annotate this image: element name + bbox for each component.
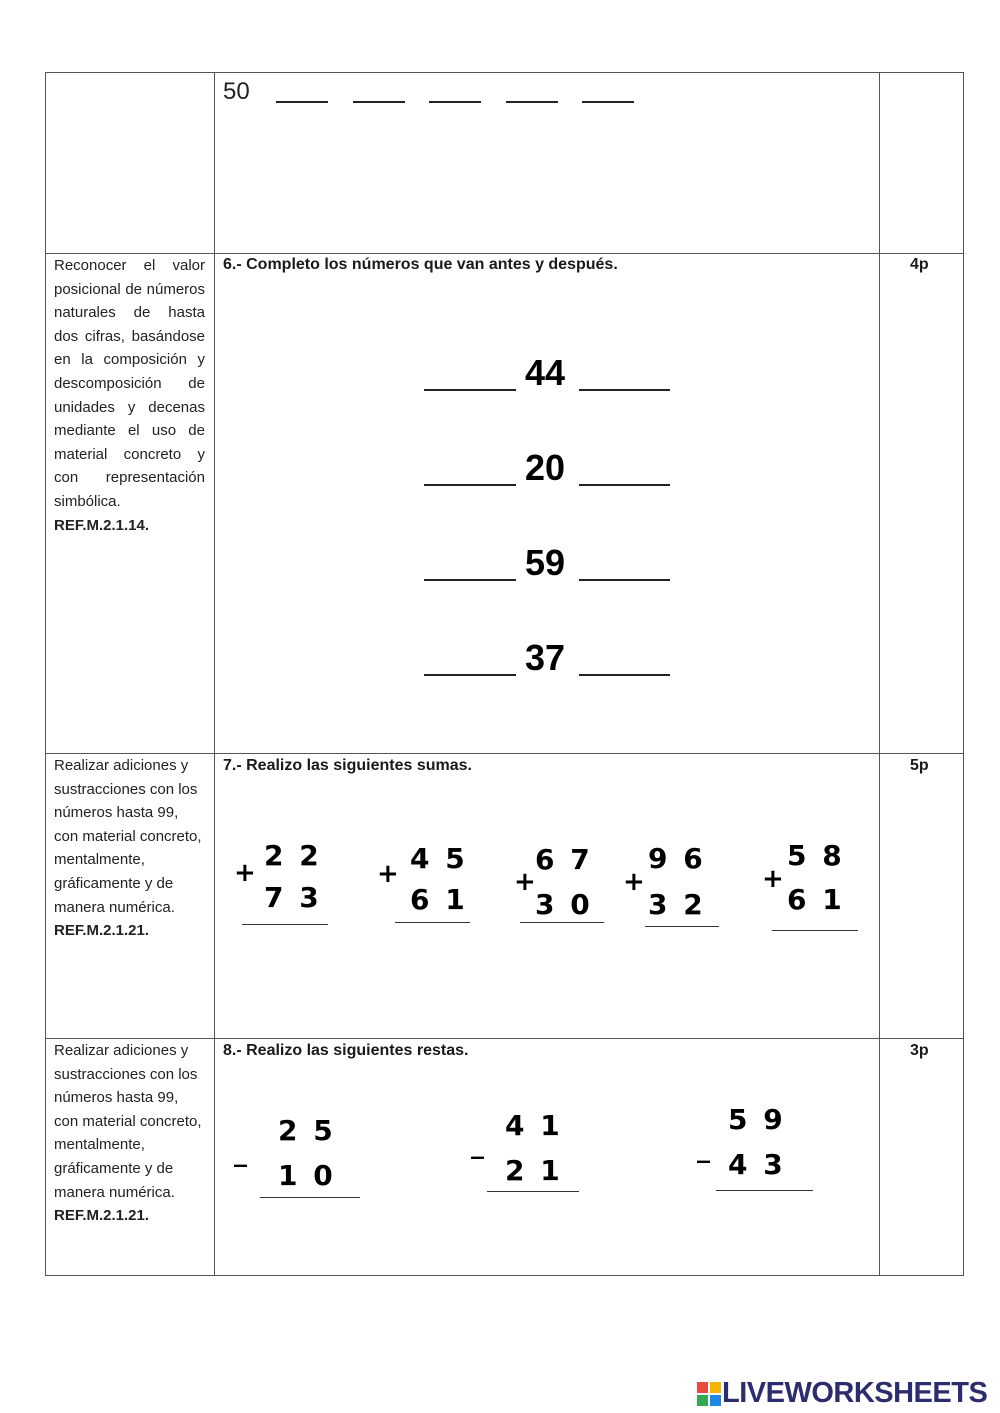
sum-1-top: 2 2 bbox=[264, 839, 322, 872]
logo-tile-red bbox=[697, 1382, 708, 1393]
counting-start-number: 50 bbox=[223, 78, 250, 105]
question-6-title: 6.- Completo los números que van antes y después. bbox=[223, 256, 618, 273]
sub-3-top: 5 9 bbox=[728, 1103, 786, 1136]
answer-blank-2[interactable] bbox=[353, 101, 405, 103]
sum-5-bottom: 6 1 bbox=[787, 883, 845, 916]
after-blank-44[interactable] bbox=[579, 389, 670, 391]
column-divider-1 bbox=[214, 72, 215, 1276]
sum-4-bottom: 3 2 bbox=[648, 888, 706, 921]
objective-text bbox=[54, 254, 205, 537]
sum-2-bottom: 6 1 bbox=[410, 883, 468, 916]
logo-tile-green bbox=[697, 1395, 708, 1406]
logo-tile-yellow bbox=[710, 1382, 721, 1393]
objective-description: Realizar adiciones y sustracciones con los números hasta 99, con material concreto, mentalmente, gráficamente y de manera numérica. bbox=[54, 757, 202, 916]
question-8-title: 8.- Realizo las siguientes restas. bbox=[223, 1042, 469, 1059]
table-border-right bbox=[963, 72, 964, 1276]
logo-tile-blue bbox=[710, 1395, 721, 1406]
before-blank-44[interactable] bbox=[424, 389, 516, 391]
objective-text bbox=[54, 754, 205, 943]
sum-5-answer-line[interactable] bbox=[772, 930, 858, 931]
sum-5-top: 5 8 bbox=[787, 839, 845, 872]
after-blank-59[interactable] bbox=[579, 579, 670, 581]
minus-icon: _ bbox=[471, 1130, 484, 1160]
answer-blank-1[interactable] bbox=[276, 101, 328, 103]
question-7-title: 7.- Realizo las siguientes sumas. bbox=[223, 757, 472, 774]
after-blank-20[interactable] bbox=[579, 484, 670, 486]
plus-icon: + bbox=[762, 864, 784, 894]
sum-4-answer-line[interactable] bbox=[645, 926, 719, 927]
objective-description: Realizar adiciones y sustracciones con los números hasta 99, con material concreto, mentalmente, gráficamente y de manera numérica. bbox=[54, 1042, 202, 1201]
minus-icon: _ bbox=[234, 1138, 247, 1168]
sub-2-answer-line[interactable] bbox=[487, 1191, 579, 1192]
table-border-left bbox=[45, 72, 46, 1276]
sub-2-top: 4 1 bbox=[505, 1109, 563, 1142]
plus-icon: + bbox=[623, 867, 645, 897]
sum-2-answer-line[interactable] bbox=[395, 922, 470, 923]
objective-ref: REF.M.2.1.14. bbox=[54, 516, 150, 534]
before-blank-20[interactable] bbox=[424, 484, 516, 486]
sub-2-bottom: 2 1 bbox=[505, 1154, 563, 1187]
sum-1-bottom: 7 3 bbox=[264, 881, 322, 914]
before-blank-37[interactable] bbox=[424, 674, 516, 676]
sum-3-bottom: 3 0 bbox=[535, 888, 593, 921]
sub-3-bottom: 4 3 bbox=[728, 1148, 786, 1181]
brand-name: LIVEWORKSHEETS bbox=[722, 1377, 988, 1409]
question-6-points: 4p bbox=[910, 256, 929, 273]
answer-blank-3[interactable] bbox=[429, 101, 481, 103]
sum-3-top: 6 7 bbox=[535, 843, 593, 876]
sum-2-top: 4 5 bbox=[410, 842, 468, 875]
sum-1-answer-line[interactable] bbox=[242, 924, 328, 925]
plus-icon: + bbox=[377, 859, 399, 889]
answer-blank-5[interactable] bbox=[582, 101, 634, 103]
objective-ref: REF.M.2.1.21. bbox=[54, 922, 150, 940]
sub-1-answer-line[interactable] bbox=[260, 1197, 360, 1198]
objective-ref: REF.M.2.1.21. bbox=[54, 1207, 150, 1225]
logo-tiles-icon bbox=[697, 1382, 721, 1406]
column-divider-2 bbox=[879, 72, 880, 1276]
table-border-top bbox=[45, 72, 964, 73]
question-7-points: 5p bbox=[910, 757, 929, 774]
question-8-points: 3p bbox=[910, 1042, 929, 1059]
minus-icon: _ bbox=[697, 1134, 710, 1164]
answer-blank-4[interactable] bbox=[506, 101, 558, 103]
before-blank-59[interactable] bbox=[424, 579, 516, 581]
sub-1-bottom: 1 0 bbox=[278, 1159, 336, 1192]
center-number-44: 44 bbox=[525, 352, 566, 393]
center-number-20: 20 bbox=[525, 447, 566, 488]
sub-3-answer-line[interactable] bbox=[716, 1190, 813, 1191]
objective-text bbox=[54, 1039, 205, 1228]
center-number-37: 37 bbox=[525, 637, 566, 678]
center-number-59: 59 bbox=[525, 542, 566, 583]
objective-description: Reconocer el valor posicional de números naturales de hasta dos cifras, basándose en la composición y descomposición de unidades y decenas mediante el uso de material concreto y con representación simbólica. bbox=[54, 257, 205, 510]
sum-3-answer-line[interactable] bbox=[520, 922, 604, 923]
plus-icon: + bbox=[514, 867, 536, 897]
table-border-bottom bbox=[45, 1275, 964, 1276]
sub-1-top: 2 5 bbox=[278, 1114, 336, 1147]
sum-4-top: 9 6 bbox=[648, 842, 706, 875]
plus-icon: + bbox=[234, 858, 256, 888]
after-blank-37[interactable] bbox=[579, 674, 670, 676]
